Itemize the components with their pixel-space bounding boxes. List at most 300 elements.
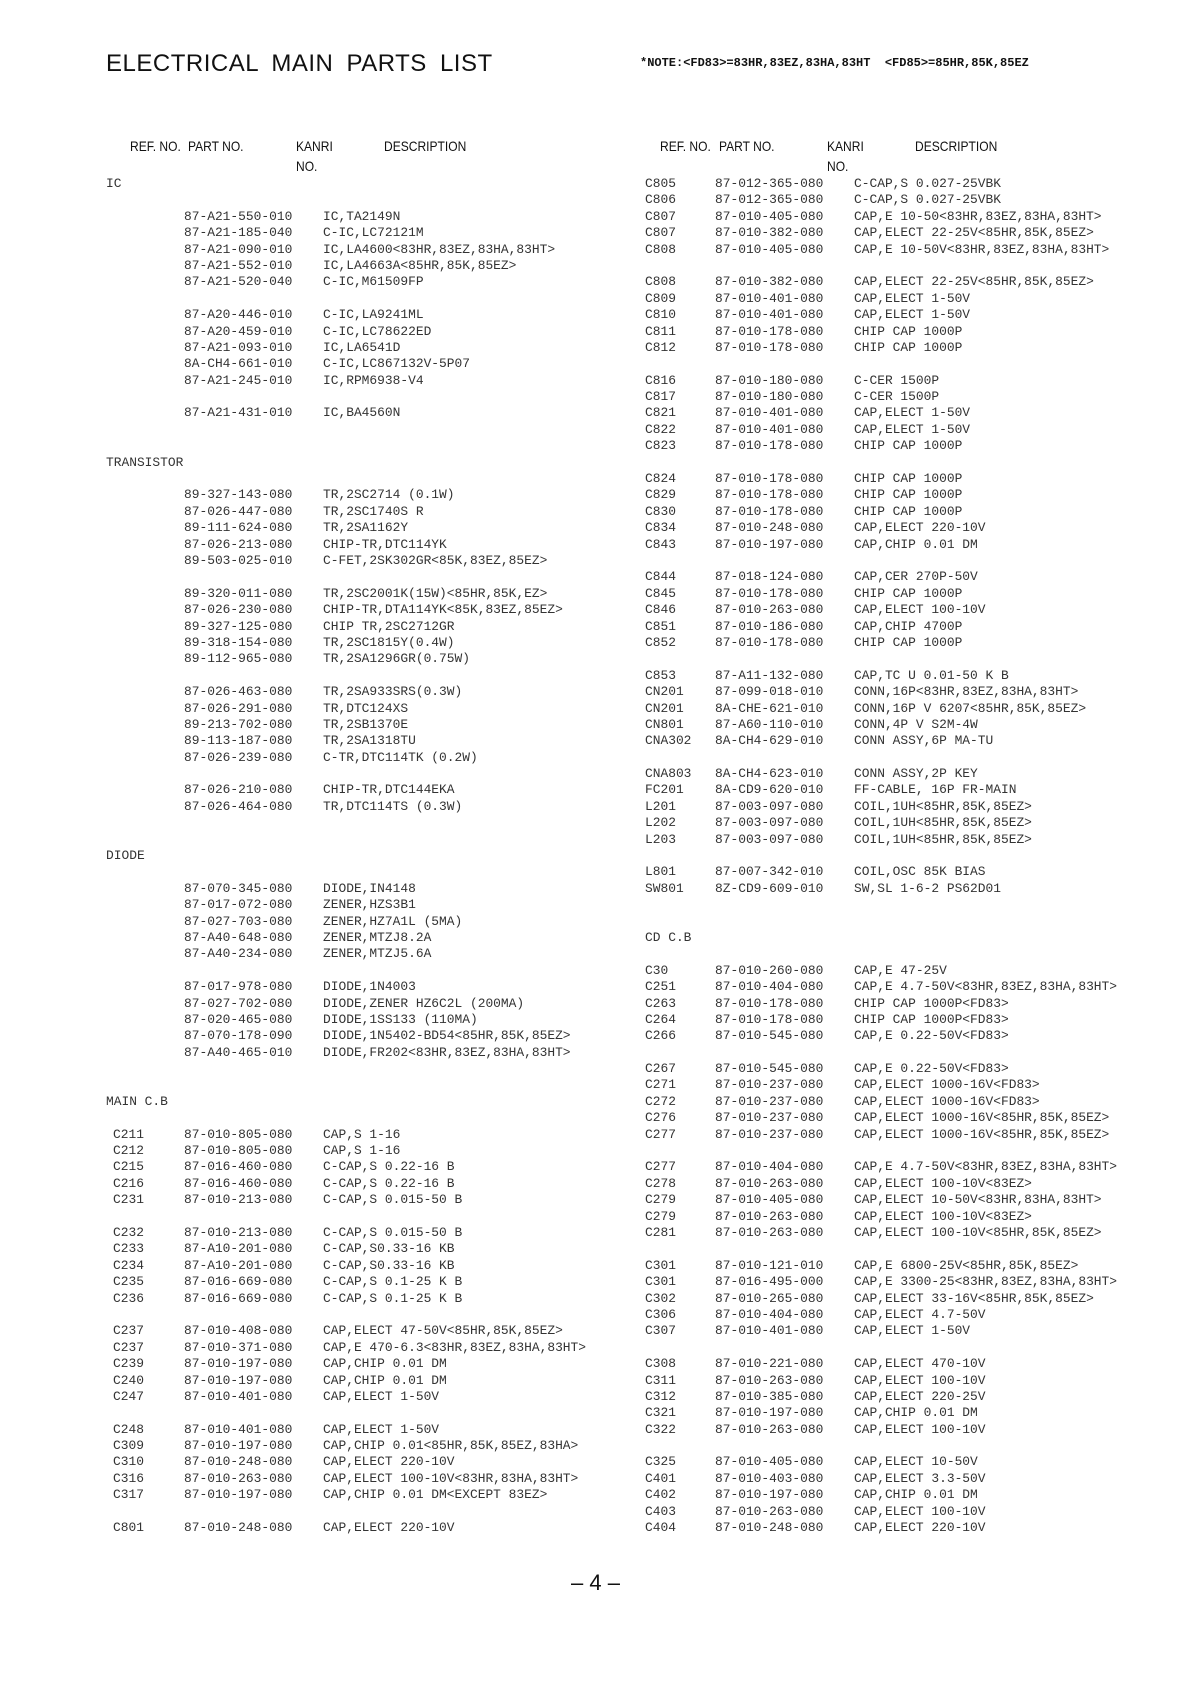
part-row [645,717,1165,733]
part-no: 89-318-154-080 [184,634,293,650]
part-no: 87-016-495-000 [715,1274,824,1290]
spacer-row [645,356,1165,372]
ref-no: C234 [113,1257,144,1273]
part-row [645,1192,1165,1208]
ref-no: C404 [645,1520,676,1536]
description: C-CAP,S 0.015-50 B [323,1225,463,1240]
part-row [645,996,1165,1012]
ref-no: C807 [645,225,676,241]
section-heading-label: DIODE [106,848,145,864]
description: IC,LA6541D [323,339,401,355]
part-no: 87-010-178-080 [715,1011,824,1027]
part-row [645,1291,1165,1307]
description: IC,LA4663A<85HR,85K,85EZ> [323,257,517,273]
part-row [106,914,606,930]
ref-no: C844 [645,569,676,585]
part-no: 87-010-545-080 [715,1061,824,1077]
description: COIL,1UH<85HR,85K,85EZ> [854,798,1032,814]
ref-no: C306 [645,1306,676,1322]
spacer-row [106,1504,606,1520]
part-row [645,520,1165,536]
parts-column-left [106,176,606,1536]
ref-no: C806 [645,192,676,208]
part-row [645,635,1165,651]
ref-no: C309 [113,1438,144,1454]
col-part-right: PART NO. [719,138,775,154]
description: C-IC,LC867132V-5P07 [323,356,470,372]
description: CAP,TC U 0.01-50 K B [854,667,1009,683]
part-row [645,1454,1165,1470]
description: CAP,ELECT 220-10V [854,520,986,536]
ref-no: C316 [113,1470,144,1486]
spacer-row [645,455,1165,471]
ref-no: SW801 [645,880,684,896]
part-no: 87-A60-110-010 [715,716,824,732]
section-heading [106,1094,606,1110]
description: C-IC,LC78622ED [323,323,432,339]
description: SW,SL 1-6-2 PS62D01 [854,880,1001,896]
ref-no: C277 [645,1159,676,1175]
part-no: 87-010-263-080 [715,1503,824,1519]
part-no: 87-010-263-080 [715,1372,824,1388]
ref-no: C278 [645,1175,676,1191]
ref-no: C812 [645,339,676,355]
part-row [645,1504,1165,1520]
col-part-left: PART NO. [188,138,244,154]
description: COIL,OSC 85K BIAS [854,864,986,880]
part-no: 87-010-260-080 [715,962,824,978]
part-no: 87-003-097-080 [715,831,824,847]
description: DIODE,1SS133 (110MA) [323,1011,478,1027]
ref-no: C251 [645,979,676,995]
ref-no: C801 [113,1520,144,1536]
spacer-row [645,750,1165,766]
part-no: 87-017-072-080 [184,897,293,913]
description: CAP,ELECT 220-25V [854,1388,986,1404]
ref-no: C212 [113,1143,144,1159]
part-row [106,1422,606,1438]
ref-no: C821 [645,405,676,421]
description: CAP,ELECT 22-25V<85HR,85K,85EZ> [854,225,1094,241]
ref-no: C308 [645,1356,676,1372]
part-row [645,1127,1165,1143]
part-row [645,1012,1165,1028]
part-row [645,1471,1165,1487]
part-no: 87-A21-550-010 [184,208,293,224]
part-row [106,553,606,569]
description: CHIP CAP 1000P [854,634,963,650]
description: TR,2SA933SRS(0.3W) [323,684,463,700]
part-row [645,864,1165,880]
spacer-row [106,864,606,880]
part-row [106,324,606,340]
part-row [106,930,606,946]
part-no: 87-A21-431-010 [184,405,293,421]
part-row [645,1077,1165,1093]
part-no: 87-010-248-080 [715,520,824,536]
spacer-row [645,914,1165,930]
part-row [106,258,606,274]
part-no: 87-A11-132-080 [715,667,824,683]
part-no: 87-A21-093-010 [184,339,293,355]
part-row [645,1028,1165,1044]
part-no: 87-003-097-080 [715,815,824,831]
description: CAP,CHIP 0.01<85HR,85K,85EZ,83HA> [323,1438,579,1454]
part-no: 87-A10-201-080 [184,1241,293,1257]
part-no: 87-A20-446-010 [184,307,293,323]
description: CHIP CAP 1000P [854,471,963,487]
ref-no: C816 [645,372,676,388]
part-no: 87-010-405-080 [715,1192,824,1208]
ref-no: C232 [113,1225,144,1240]
spacer-row [106,668,606,684]
part-no: 87-099-018-010 [715,684,824,700]
spacer-row [106,766,606,782]
part-no: 87-070-345-080 [184,880,293,896]
part-no: 87-027-703-080 [184,913,293,929]
ref-no: C811 [645,323,676,339]
part-no: 89-112-965-080 [184,651,293,667]
description: C-CAP,S0.33-16 KB [323,1257,455,1273]
part-no: 87-010-248-080 [184,1520,293,1536]
part-row [645,766,1165,782]
description: CAP,ELECT 100-10V<83EZ> [854,1175,1032,1191]
description: CAP,ELECT 1-50V [854,290,971,306]
description: CAP,ELECT 220-10V [854,1520,986,1536]
description: DIODE,FR202<83HR,83EZ,83HA,83HT> [323,1044,571,1060]
description: CONN,16P V 6207<85HR,85K,85EZ> [854,700,1087,716]
ref-no: C824 [645,471,676,487]
ref-no: C311 [645,1372,676,1388]
ref-no: C237 [113,1339,144,1355]
description: CAP,ELECT 1-50V [854,307,971,323]
part-no: 87-027-702-080 [184,995,293,1011]
part-row [645,1307,1165,1323]
part-row [106,1389,606,1405]
description: CAP,CHIP 4700P [854,618,963,634]
section-heading [106,176,606,192]
description: CAP,E 10-50V<83HR,83EZ,83HA,83HT> [854,241,1110,257]
part-row [645,176,1165,192]
part-row [106,979,606,995]
description: C-CAP,S 0.22-16 B [323,1159,455,1175]
description: ZENER,HZS3B1 [323,897,416,913]
ref-no: C321 [645,1405,676,1421]
spacer-row [106,1110,606,1126]
ref-no: C322 [645,1421,676,1437]
ref-no: C807 [645,208,676,224]
part-no: 87-010-405-080 [715,241,824,257]
part-no: 87-A21-245-010 [184,372,293,388]
spacer-row [645,258,1165,274]
ref-no: C248 [113,1421,144,1437]
part-no: 89-320-011-080 [184,585,293,601]
spacer-row [106,963,606,979]
part-row [645,1225,1165,1241]
col-kanri-left: KANRI [296,138,333,154]
part-row [106,1438,606,1454]
part-no: 87-010-403-080 [715,1470,824,1486]
part-no: 87-010-404-080 [715,979,824,995]
part-row [106,242,606,258]
description: CHIP TR,2SC2712GR [323,618,455,634]
ref-no: C307 [645,1323,676,1339]
description: C-CAP,S 0.1-25 K B [323,1274,463,1290]
description: CAP,CHIP 0.01 DM<EXCEPT 83EZ> [323,1487,548,1503]
description: TR,2SC2001K(15W)<85HR,85K,EZ> [323,585,548,601]
part-no: 87-010-197-080 [184,1356,293,1372]
ref-no: C301 [645,1274,676,1290]
part-no: 87-A40-234-080 [184,946,293,962]
description: C-CAP,S0.33-16 KB [323,1241,455,1257]
part-row [106,1323,606,1339]
ref-no: C267 [645,1061,676,1077]
part-row [106,340,606,356]
description: CAP,CHIP 0.01 DM [854,1487,978,1503]
part-no: 87-010-197-080 [715,1487,824,1503]
part-no: 87-A21-552-010 [184,257,293,273]
section-heading [645,930,1165,946]
description: CAP,CHIP 0.01 DM [854,536,978,552]
part-no: 87-010-805-080 [184,1143,293,1159]
description: DIODE,IN4148 [323,880,416,896]
description: IC,RPM6938-V4 [323,372,424,388]
part-row [645,1373,1165,1389]
ref-no: C846 [645,602,676,618]
description: CHIP-TR,DTA114YK<85K,83EZ,85EZ> [323,602,563,618]
col-kanri-no-left: NO. [296,158,318,174]
description: C-FET,2SK302GR<85K,83EZ,85EZ> [323,552,548,568]
part-no: 87-010-178-080 [715,585,824,601]
description: COIL,1UH<85HR,85K,85EZ> [854,815,1032,831]
description: CAP,CHIP 0.01 DM [323,1372,447,1388]
part-row [645,815,1165,831]
part-no: 87-010-178-080 [715,438,824,454]
part-no: 89-327-125-080 [184,618,293,634]
part-row [106,586,606,602]
description: CAP,ELECT 100-10V<83HR,83HA,83HT> [323,1470,579,1486]
description: CAP,ELECT 33-16V<85HR,85K,85EZ> [854,1290,1094,1306]
description: CAP,E 0.22-50V<FD83> [854,1061,1009,1077]
description: CHIP-TR,DTC114YK [323,536,447,552]
part-row [645,586,1165,602]
description: CAP,ELECT 4.7-50V [854,1306,986,1322]
part-no: 87-010-401-080 [715,405,824,421]
ref-no: C302 [645,1290,676,1306]
part-no: 87-010-401-080 [184,1388,293,1404]
description: CAP,E 3300-25<83HR,83EZ,83HA,83HT> [854,1274,1118,1290]
ref-no: C310 [113,1454,144,1470]
spacer-row [645,1143,1165,1159]
part-row [645,569,1165,585]
ref-no: C233 [113,1241,144,1257]
ref-no: C240 [113,1372,144,1388]
description: CAP,ELECT 1000-16V<85HR,85K,85EZ> [854,1126,1110,1142]
ref-no: C235 [113,1274,144,1290]
part-no: 87-010-248-080 [184,1454,293,1470]
part-no: 87-020-465-080 [184,1011,293,1027]
ref-no: C808 [645,241,676,257]
part-no: 89-111-624-080 [184,520,293,536]
part-row [645,422,1165,438]
part-row [106,274,606,290]
col-ref-left: REF. NO. [130,138,181,154]
part-no: 87-026-463-080 [184,684,293,700]
part-no: 87-010-401-080 [715,421,824,437]
part-row [106,1520,606,1536]
part-no: 87-010-213-080 [184,1192,293,1208]
ref-no: C808 [645,274,676,290]
part-row [645,209,1165,225]
description: ZENER,HZ7A1L (5MA) [323,913,463,929]
ref-no: C281 [645,1225,676,1240]
description: C-CAP,S 0.015-50 B [323,1192,463,1208]
spacer-row [106,569,606,585]
part-no: 8Z-CD9-609-010 [715,880,824,896]
ref-no: C279 [645,1208,676,1224]
page-number: – 4 – [571,1570,620,1595]
part-no: 89-327-143-080 [184,487,293,503]
part-no: 87-010-265-080 [715,1290,824,1306]
ref-no: C817 [645,389,676,405]
part-no: 87-A40-465-010 [184,1044,293,1060]
part-no: 87-010-404-080 [715,1306,824,1322]
description: C-IC,LC72121M [323,225,424,241]
part-row [645,307,1165,323]
description: C-TR,DTC114TK (0.2W) [323,749,478,765]
spacer-row [645,897,1165,913]
part-row [106,782,606,798]
part-no: 87-010-237-080 [715,1093,824,1109]
description: CAP,ELECT 1-50V [323,1421,440,1437]
spacer-row [106,1061,606,1077]
description: CAP,ELECT 100-10V [854,1372,986,1388]
col-kanri-right: KANRI [827,138,864,154]
spacer-row [106,471,606,487]
ref-no: CNA803 [645,766,692,782]
part-no: 87-010-263-080 [184,1470,293,1486]
description: CAP,CHIP 0.01 DM [323,1356,447,1372]
description: ZENER,MTZJ8.2A [323,929,432,945]
description: CONN ASSY,2P KEY [854,766,978,782]
part-row [106,1225,606,1241]
part-row [106,717,606,733]
ref-no: C845 [645,585,676,601]
ref-no: C264 [645,1011,676,1027]
part-row [645,274,1165,290]
part-no: 87-010-178-080 [715,471,824,487]
part-no: 87-A21-185-040 [184,225,293,241]
description: TR,2SC1815Y(0.4W) [323,634,455,650]
description: C-CAP,S 0.027-25VBK [854,192,1001,208]
part-no: 87-010-237-080 [715,1126,824,1142]
section-heading-label: CD C.B [645,929,692,945]
part-no: 87-010-178-080 [715,995,824,1011]
part-no: 87-010-401-080 [715,307,824,323]
part-no: 87-010-382-080 [715,274,824,290]
part-row [106,619,606,635]
part-no: 87-003-097-080 [715,798,824,814]
description: CAP,E 4.7-50V<83HR,83EZ,83HA,83HT> [854,979,1118,995]
part-no: 87-010-382-080 [715,225,824,241]
ref-no: CNA302 [645,733,692,749]
part-row [645,1422,1165,1438]
description: IC,BA4560N [323,405,401,421]
part-row [645,881,1165,897]
ref-no: C271 [645,1077,676,1093]
description: TR,DTC124XS [323,700,409,716]
description: DIODE,ZENER HZ6C2L (200MA) [323,995,525,1011]
part-row [106,1159,606,1175]
part-row [106,1291,606,1307]
part-no: 87-010-371-080 [184,1339,293,1355]
description: CAP,ELECT 1-50V [854,1323,971,1339]
part-row [106,504,606,520]
description: CAP,ELECT 1000-16V<FD83> [854,1093,1040,1109]
part-row [645,324,1165,340]
part-row [645,1110,1165,1126]
part-row [106,946,606,962]
part-row [106,733,606,749]
part-row [106,701,606,717]
part-row [106,1241,606,1257]
part-no: 87-010-248-080 [715,1520,824,1536]
part-row [645,1176,1165,1192]
description: CAP,E 10-50<83HR,83EZ,83HA,83HT> [854,208,1102,224]
part-row [645,979,1165,995]
part-row [645,1487,1165,1503]
part-row [645,504,1165,520]
part-no: 87-A10-201-080 [184,1257,293,1273]
description: CAP,CHIP 0.01 DM [854,1405,978,1421]
ref-no: CN201 [645,700,684,716]
description: CAP,ELECT 1-50V [854,405,971,421]
ref-no: C402 [645,1487,676,1503]
part-row [106,750,606,766]
part-no: 87-010-405-080 [715,1454,824,1470]
ref-no: C834 [645,520,676,536]
part-row [106,897,606,913]
ref-no: L201 [645,798,676,814]
ref-no: CN801 [645,716,684,732]
part-no: 87-010-408-080 [184,1323,293,1339]
part-row [645,1520,1165,1536]
description: CAP,E 0.22-50V<FD83> [854,1028,1009,1044]
spacer-row [645,553,1165,569]
description: CAP,ELECT 47-50V<85HR,85K,85EZ> [323,1323,563,1339]
description: IC,LA4600<83HR,83EZ,83HA,83HT> [323,241,556,257]
ref-no: C279 [645,1192,676,1208]
ref-no: C403 [645,1503,676,1519]
part-no: 87-026-230-080 [184,602,293,618]
description: C-CER 1500P [854,372,940,388]
part-no: 87-010-221-080 [715,1356,824,1372]
spacer-row [106,1307,606,1323]
description: CAP,ELECT 1-50V [854,421,971,437]
part-row [106,1340,606,1356]
description: CAP,ELECT 1000-16V<FD83> [854,1077,1040,1093]
part-no: 87-010-197-080 [715,536,824,552]
part-no: 87-A20-459-010 [184,323,293,339]
part-no: 87-010-545-080 [715,1028,824,1044]
ref-no: C277 [645,1126,676,1142]
description: TR,2SC1740S R [323,503,424,519]
description: CHIP CAP 1000P [854,487,963,503]
spacer-row [645,848,1165,864]
part-row [106,996,606,1012]
part-no: 87-A40-648-080 [184,929,293,945]
part-no: 87-026-447-080 [184,503,293,519]
